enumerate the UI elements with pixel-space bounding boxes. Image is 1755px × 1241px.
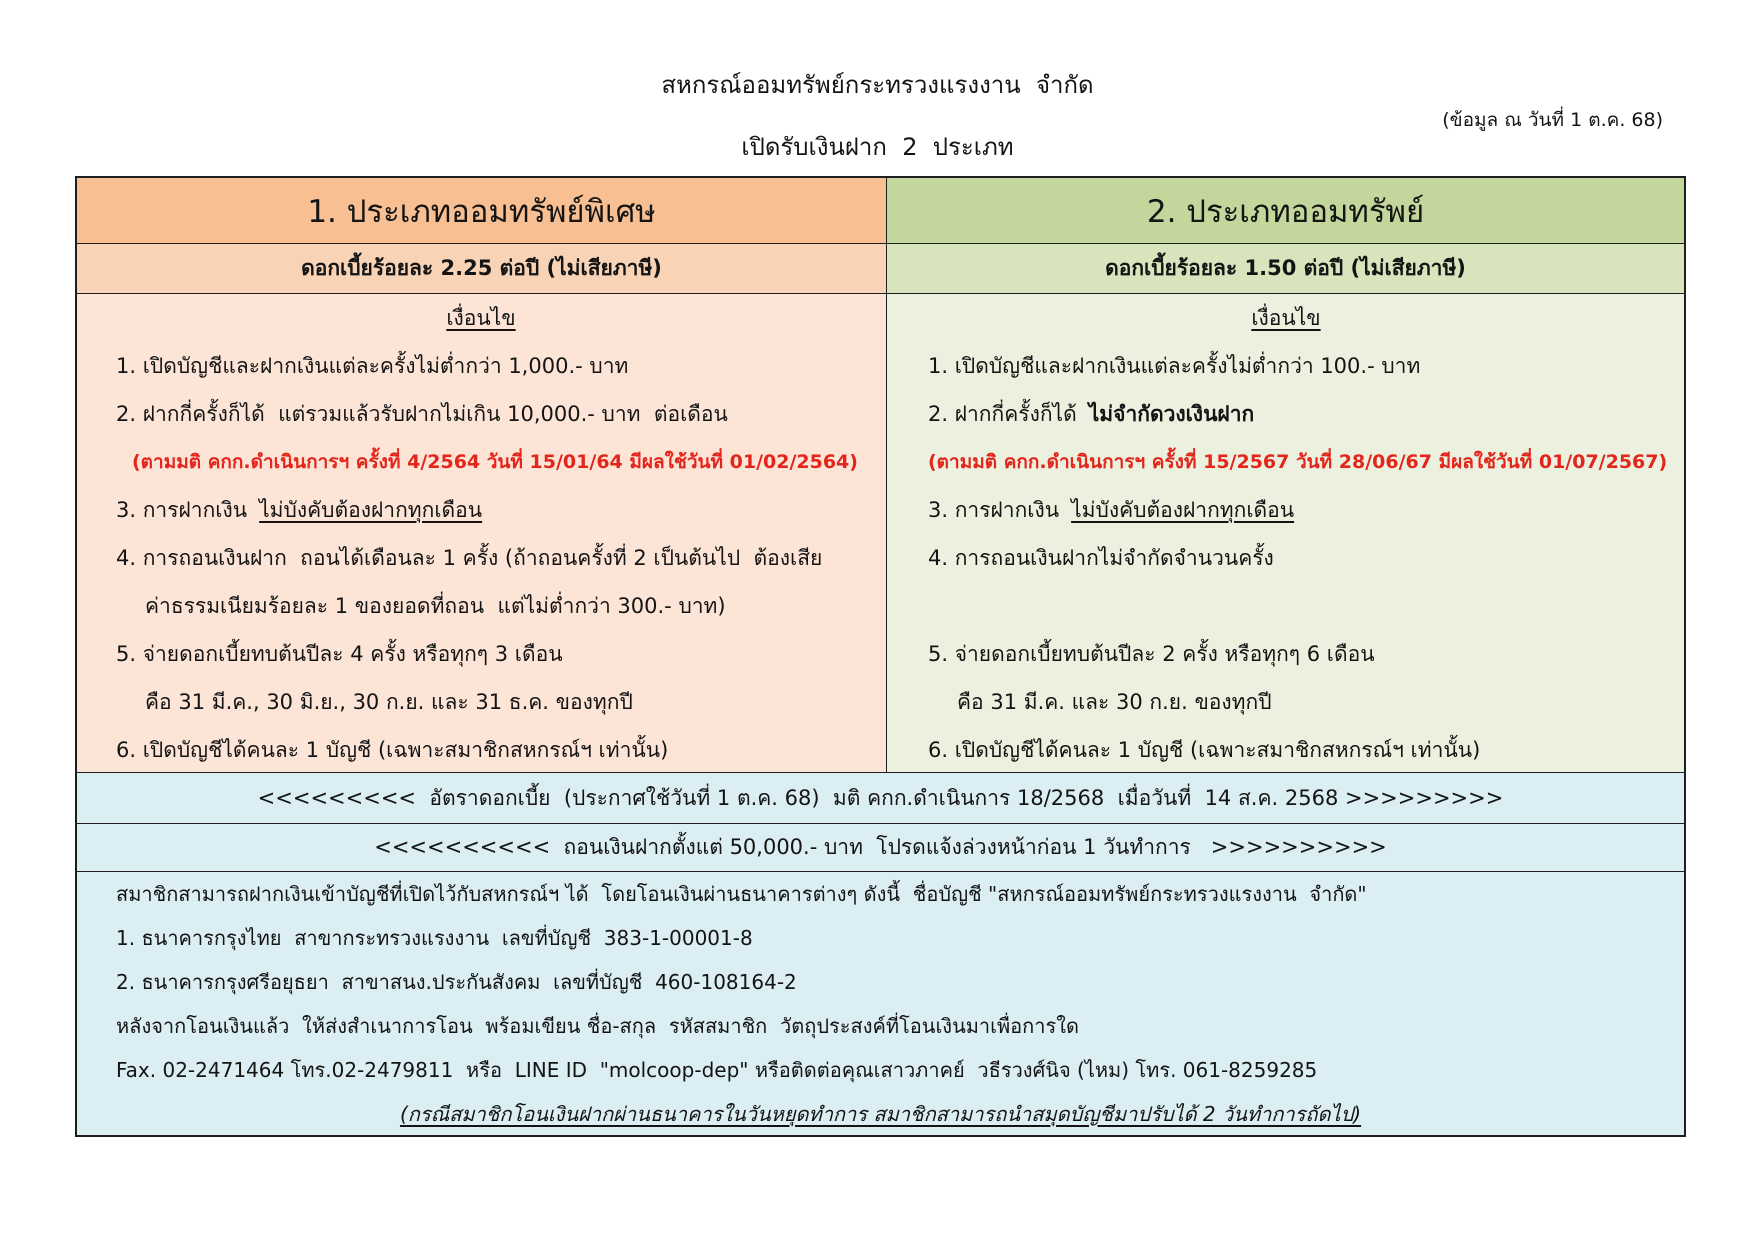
document-subtitle: เปิดรับเงินฝาก 2 ประเภท (741, 133, 1014, 161)
regular-savings-rate-row (887, 244, 1684, 294)
withdrawal-notice-text: <<<<<<<<<< ถอนเงินฝากตั้งแต่ 50,000.- บาท โปรดแจ้งล่วงหน้าก่อน 1 วันทำการ >>>>>>>>>> (374, 835, 1387, 859)
condition-2-label: 2. ฝากกี่ครั้งก็ได้ (928, 402, 1077, 426)
deposit-types-table (75, 176, 1686, 1137)
special-savings-rate-row (77, 244, 887, 294)
regular-savings-header (887, 178, 1684, 244)
condition-3-label: 3. การฝากเงิน (928, 498, 1060, 522)
condition-3-label: 3. การฝากเงิน (116, 498, 248, 522)
transfer-instructions: หลังจากโอนเงินแล้ว ให้ส่งสำเนาการโอน พร้อมเขียน ชื่อ-สกุล รหัสสมาชิก วัตถุประสงค์ที่โอนเงินมาเพื่อการใด (116, 1014, 1080, 1038)
transfer-info (77, 872, 1684, 1135)
interest-rate-notice-text: <<<<<<<<< อัตราดอกเบี้ย (ประกาศใช้วันที่ 1 ต.ค. 68) มติ คกก.ดำเนินการ 18/2568 เมื่อวันที่ 14 ส.ค. 2568 >>>>>>>>> (257, 785, 1504, 810)
blank-spacer (928, 582, 1684, 630)
condition-5-continuation: คือ 31 มี.ค. และ 30 ก.ย. ของทุกปี (957, 690, 1272, 714)
contact-info: Fax. 02-2471464 โทร.02-2479811 หรือ LINE ID "molcoop-dep" หรือติดต่อคุณเสาวภาคย์ วธีรวงศ์นิจ (ไหม) โทร. 061-8259285 (116, 1058, 1318, 1082)
condition-4-continuation: ค่าธรรมเนียมร้อยละ 1 ของยอดที่ถอน แต่ไม่ต่ำกว่า 300.- บาท) (145, 594, 726, 618)
condition-6: 6. เปิดบัญชีได้คนละ 1 บัญชี (เฉพาะสมาชิกสหกรณ์ฯ เท่านั้น) (116, 738, 669, 762)
condition-1: 1. เปิดบัญชีและฝากเงินแต่ละครั้งไม่ต่ำกว่า 1,000.- บาท (116, 354, 629, 378)
condition-3-emphasis: ไม่บังคับต้องฝากทุกเดือน (259, 498, 483, 522)
condition-2-resolution: (ตามมติ คกก.ดำเนินการฯ ครั้งที่ 4/2564 วันที่ 15/01/64 มีผลใช้วันที่ 01/02/2564) (132, 451, 858, 473)
holiday-note (116, 1092, 1684, 1135)
condition-1: 1. เปิดบัญชีและฝากเงินแต่ละครั้งไม่ต่ำกว่า 100.- บาท (928, 354, 1421, 378)
condition-2-resolution: (ตามมติ คกก.ดำเนินการฯ ครั้งที่ 15/2567 วันที่ 28/06/67 มีผลใช้วันที่ 01/07/2567) (928, 451, 1668, 473)
bank-account-2: 2. ธนาคารกรุงศรีอยุธยา สาขาสนง.ประกันสังคม เลขที่บัญชี 460-108164-2 (116, 970, 797, 994)
conditions-heading-label: เงื่อนไข (446, 306, 516, 330)
condition-5-continuation: คือ 31 มี.ค., 30 มิ.ย., 30 ก.ย. และ 31 ธ.ค. ของทุกปี (145, 690, 633, 714)
condition-5: 5. จ่ายดอกเบี้ยทบต้นปีละ 4 ครั้ง หรือทุกๆ 3 เดือน (116, 642, 563, 666)
condition-4: 4. การถอนเงินฝากไม่จำกัดจำนวนครั้ง (928, 546, 1274, 570)
special-savings-header (77, 178, 887, 244)
document-title: สหกรณ์ออมทรัพย์กระทรวงแรงงาน จำกัด (661, 71, 1094, 99)
special-savings-title: 1. ประเภทออมทรัพย์พิเศษ (307, 193, 656, 230)
interest-rate-notice (77, 773, 1684, 824)
regular-savings-title: 2. ประเภทออมทรัพย์ (1146, 193, 1425, 230)
condition-4: 4. การถอนเงินฝาก ถอนได้เดือนละ 1 ครั้ง (ถ้าถอนครั้งที่ 2 เป็นต้นไป ต้องเสีย (116, 546, 823, 570)
conditions-heading (928, 294, 1684, 342)
condition-3 (928, 486, 1684, 534)
condition-5: 5. จ่ายดอกเบี้ยทบต้นปีละ 2 ครั้ง หรือทุกๆ 6 เดือน (928, 642, 1375, 666)
transfer-intro: สมาชิกสามารถฝากเงินเข้าบัญชีที่เปิดไว้กับสหกรณ์ฯ ได้ โดยโอนเงินผ่านธนาคารต่างๆ ดังนี้ ชื่อบัญชี "สหกรณ์ออมทรัพย์กระทรวงแรงงาน จำกัด" (116, 882, 1367, 906)
special-savings-rate: ดอกเบี้ยร้อยละ 2.25 ต่อปี (ไม่เสียภาษี) (301, 256, 662, 280)
condition-2: 2. ฝากกี่ครั้งก็ได้ แต่รวมแล้วรับฝากไม่เกิน 10,000.- บาท ต่อเดือน (116, 402, 728, 426)
conditions-heading (116, 294, 886, 342)
special-savings-conditions (77, 294, 887, 773)
holiday-note-text: (กรณีสมาชิกโอนเงินฝากผ่านธนาคารในวันหยุดทำการ สมาชิกสามารถนำสมุดบัญชีมาปรับได้ 2 วันทำการถัดไป) (399, 1102, 1362, 1126)
withdrawal-notice (77, 824, 1684, 872)
condition-3-emphasis: ไม่บังคับต้องฝากทุกเดือน (1071, 498, 1295, 522)
condition-6: 6. เปิดบัญชีได้คนละ 1 บัญชี (เฉพาะสมาชิกสหกรณ์ฯ เท่านั้น) (928, 738, 1481, 762)
date-note: (ข้อมูล ณ วันที่ 1 ต.ค. 68) (1442, 109, 1663, 131)
bank-account-1: 1. ธนาคารกรุงไทย สาขากระทรวงแรงงาน เลขที่บัญชี 383-1-00001-8 (116, 926, 753, 950)
condition-2-emphasis: ไม่จำกัดวงเงินฝาก (1088, 402, 1255, 426)
regular-savings-conditions (887, 294, 1684, 773)
condition-3 (116, 486, 886, 534)
regular-savings-rate: ดอกเบี้ยร้อยละ 1.50 ต่อปี (ไม่เสียภาษี) (1105, 256, 1466, 280)
condition-2 (928, 390, 1684, 438)
conditions-heading-label: เงื่อนไข (1251, 306, 1321, 330)
